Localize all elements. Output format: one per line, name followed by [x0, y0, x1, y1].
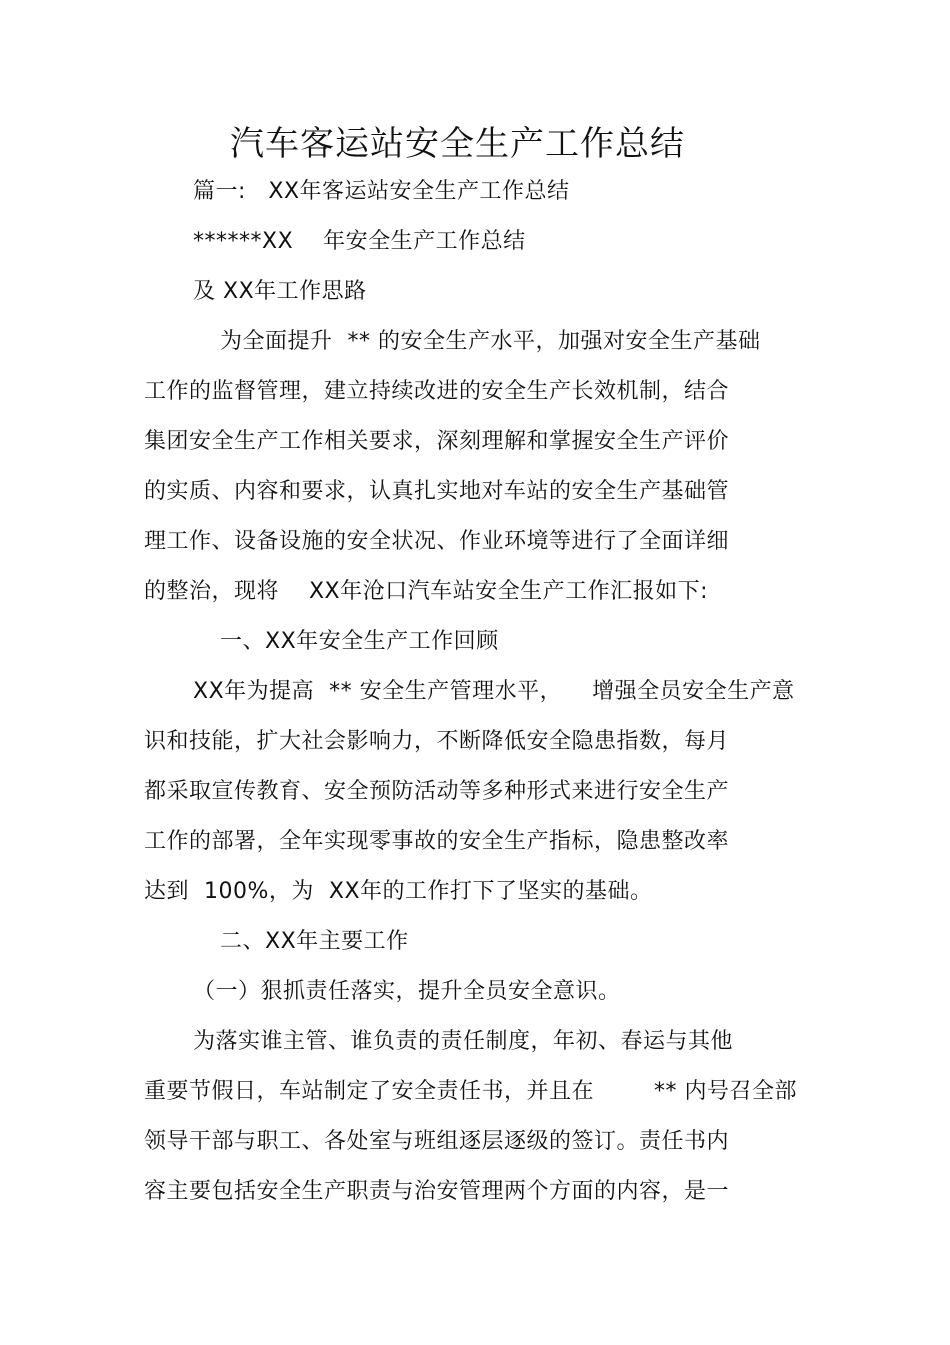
paragraph-line: 为落实谁主管、谁负责的责任制度，年初、春运与其他	[193, 1029, 734, 1054]
report-subtitle-line: 及 XX年工作思路	[193, 279, 367, 304]
paragraph-line: 集团安全生产工作相关要求，深刻理解和掌握安全生产评价	[144, 429, 730, 454]
paragraph-line: 识和技能，扩大社会影响力，不断降低安全隐患指数，每月	[144, 729, 730, 754]
paragraph-line: 都采取宣传教育、安全预防活动等多种形式来进行安全生产	[144, 779, 730, 804]
paragraph-line: XX年为提高 ** 安全生产管理水平， 增强全员安全生产意	[193, 679, 795, 704]
section-heading-part-one: 篇一: XX年客运站安全生产工作总结	[193, 179, 570, 204]
document-title: 汽车客运站安全生产工作总结	[230, 124, 685, 164]
paragraph-line: 为全面提升 ** 的安全生产水平，加强对安全生产基础	[220, 329, 761, 354]
subsection-heading: （一）狠抓责任落实，提升全员安全意识。	[193, 979, 621, 1004]
section-heading-review: 一、XX年安全生产工作回顾	[220, 629, 499, 654]
paragraph-line: 重要节假日，车站制定了安全责任书，并且在 ** 内号召全部	[144, 1079, 797, 1104]
paragraph-line: 达到 100%，为 XX年的工作打下了坚实的基础。	[144, 879, 653, 904]
paragraph-line: 工作的监督管理，建立持续改进的安全生产长效机制，结合	[144, 379, 730, 404]
section-heading-main-work: 二、XX年主要工作	[220, 929, 409, 954]
paragraph-line: 容主要包括安全生产职责与治安管理两个方面的内容，是一	[144, 1179, 730, 1204]
report-title-line: ******XX 年安全生产工作总结	[193, 229, 526, 254]
paragraph-line: 的整治，现将 XX年沧口汽车站安全生产工作汇报如下:	[144, 579, 709, 604]
paragraph-line: 工作的部署，全年实现零事故的安全生产指标，隐患整改率	[144, 829, 730, 854]
paragraph-line: 领导干部与职工、各处室与班组逐层逐级的签订。责任书内	[144, 1129, 730, 1154]
paragraph-line: 理工作、设备设施的安全状况、作业环境等进行了全面详细	[144, 529, 730, 554]
paragraph-line: 的实质、内容和要求，认真扎实地对车站的安全生产基础管	[144, 479, 730, 504]
